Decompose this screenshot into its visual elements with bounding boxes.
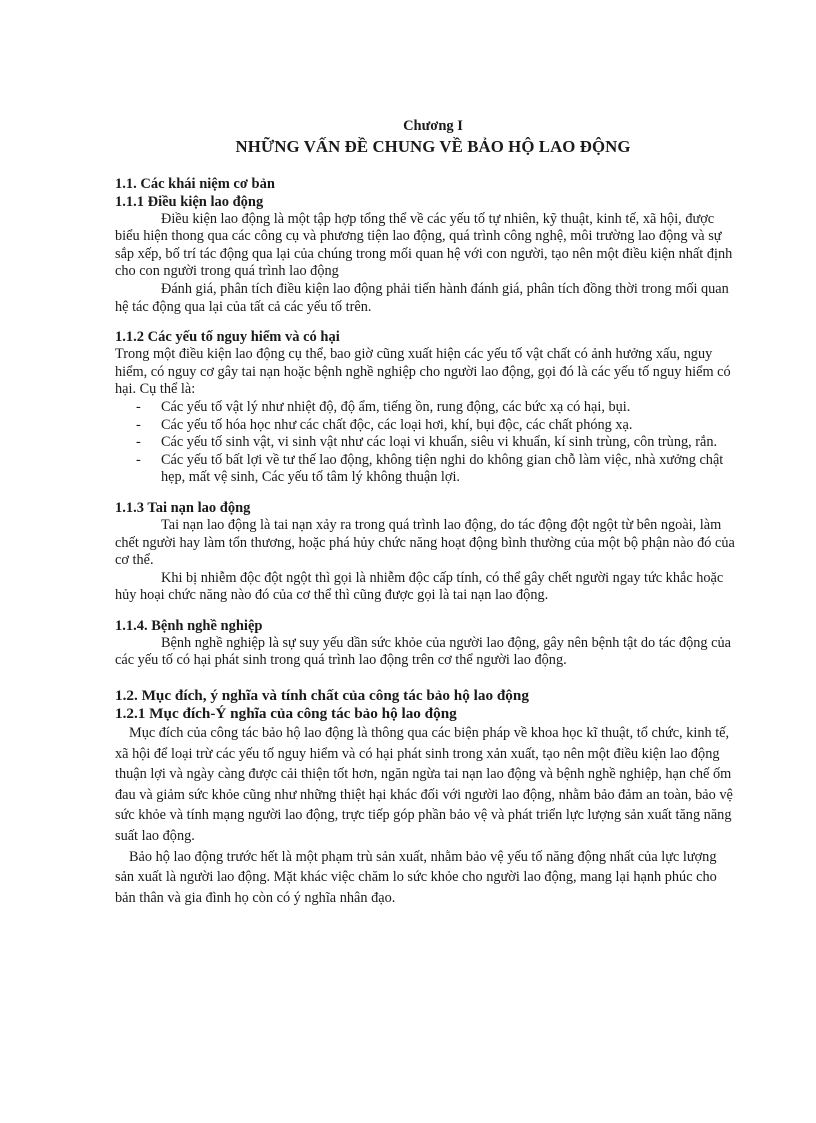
list-item: - Các yếu tố vật lý như nhiệt độ, độ ẩm, tiếng ồn, rung động, các bức xạ có hại, bụi. (115, 399, 737, 417)
section-1-1-heading: 1.1. Các khái niệm cơ bản (115, 175, 275, 192)
section-1-1-2-intro: Trong một điều kiện lao động cụ thể, bao giờ cũng xuất hiện các yếu tố vật chất có ảnh hưởng xấu, nguy hiểm, có nguy cơ gây tai nạn hoặc bệnh nghề nghiệp cho người lao động, gọi đó là các yếu tố nguy hiểm có hại. Cụ thể là: (115, 346, 731, 398)
section-1-1-1-paragraph-1: Điều kiện lao động là một tập hợp tổng thể về các yếu tố tự nhiên, kỹ thuật, kinh tế, xã hội, được biểu hiện thong qua các công cụ và phương tiện lao động, quá trình công nghệ, môi trường lao động và sự sắp xếp, bố trí tác động qua lại của chúng trong mối quan hệ với con người, tạo nên một điều kiện nhất định cho con người trong quá trình lao động (115, 210, 733, 280)
section-1-2-heading: 1.2. Mục đích, ý nghĩa và tính chất của công tác bảo hộ lao động (115, 687, 529, 705)
section-1-1-3-paragraph-2: Khi bị nhiễm độc đột ngột thì gọi là nhiễm độc cấp tính, có thể gây chết người ngay tức khắc hoặc hủy hoại chức năng nào đó của cơ thể thì cũng được gọi là tai nạn lao động. (115, 569, 724, 604)
document-page (115, 118, 737, 908)
chapter-title: NHỮNG VẤN ĐỀ CHUNG VỀ BẢO HỘ LAO ĐỘNG (235, 136, 631, 156)
section-1-1-2-heading: 1.1.2 Các yếu tố nguy hiểm và có hại (115, 329, 340, 346)
section-1-1-3-heading: 1.1.3 Tai nạn lao động (115, 499, 251, 516)
section-1-1-3-paragraph-1: Tai nạn lao động là tai nạn xảy ra trong quá trình lao động, do tác động đột ngột từ bên ngoài, làm chết người hay làm tổn thương, hoặc phá hủy chức năng hoạt động bình thường của một bộ phận nào đó của cơ thể. (115, 516, 735, 569)
section-1-1-1-paragraph-2: Đánh giá, phân tích điều kiện lao động phải tiến hành đánh giá, phân tích đồng thời trong mối quan hệ tác động qua lại của tất cả các yếu tố trên. (115, 280, 729, 315)
list-item: - Các yếu tố bất lợi về tư thế lao động, không tiện nghi do không gian chỗ làm việc, nhà xưởng chật hẹp, mất vệ sinh, Các yếu tố tâm lý không thuận lợi. (115, 452, 737, 487)
section-1-2-1-paragraph-1: Mục đích của công tác bảo hộ lao động là thông qua các biện pháp về khoa học kĩ thuật, tổ chức, kinh tế, xã hội để loại trừ các yếu tố nguy hiểm và có hại phát sinh trong xản xuất, tạo nên một điều kiện lao động thuận lợi và ngày càng được cải thiện tốt hơn, ngăn ngừa tai nạn lao động và bệnh nghề nghiệp, hạn chế ốm đau và giảm sức khỏe cũng như những thiệt hại khác đối với người lao động, nhằm bảo đảm an toàn, bảo vệ sức khỏe và tính mạng người lao động, trực tiếp góp phần bảo vệ và phát triển lực lượng sản xuất tăng năng suất lao động. (115, 725, 733, 845)
section-1-1-1-heading: 1.1.1 Điều kiện lao động (115, 193, 264, 210)
list-item: - Các yếu tố sinh vật, vi sinh vật như các loại vi khuẩn, siêu vi khuẩn, kí sinh trùng, côn trùng, rắn. (115, 434, 737, 452)
section-1-1-4-paragraph-1: Bệnh nghề nghiệp là sự suy yếu dần sức khỏe của người lao động, gây nên bệnh tật do tác động của các yếu tố có hại phát sinh trong quá trình lao động trên cơ thể người lao động. (115, 634, 731, 669)
chapter-label: Chương I (403, 118, 463, 134)
hazard-list (115, 399, 737, 487)
section-1-2-1-paragraph-2: Bảo hộ lao động trước hết là một phạm trù sản xuất, nhằm bảo vệ yếu tố năng động nhất của lực lượng sản xuất là người lao động. Mặt khác việc chăm lo sức khỏe cho người lao động, mang lại hạnh phúc cho bản thân và gia đình họ còn có ý nghĩa nhân đạo. (115, 848, 717, 906)
section-1-1-4-heading: 1.1.4. Bệnh nghề nghiệp (115, 617, 263, 634)
section-1-2-1-heading: 1.2.1 Mục đích-Ý nghĩa của công tác bảo hộ lao động (115, 705, 457, 723)
list-item: - Các yếu tố hóa học như các chất độc, các loại hơi, khí, bụi độc, các chất phóng xạ. (115, 417, 737, 435)
